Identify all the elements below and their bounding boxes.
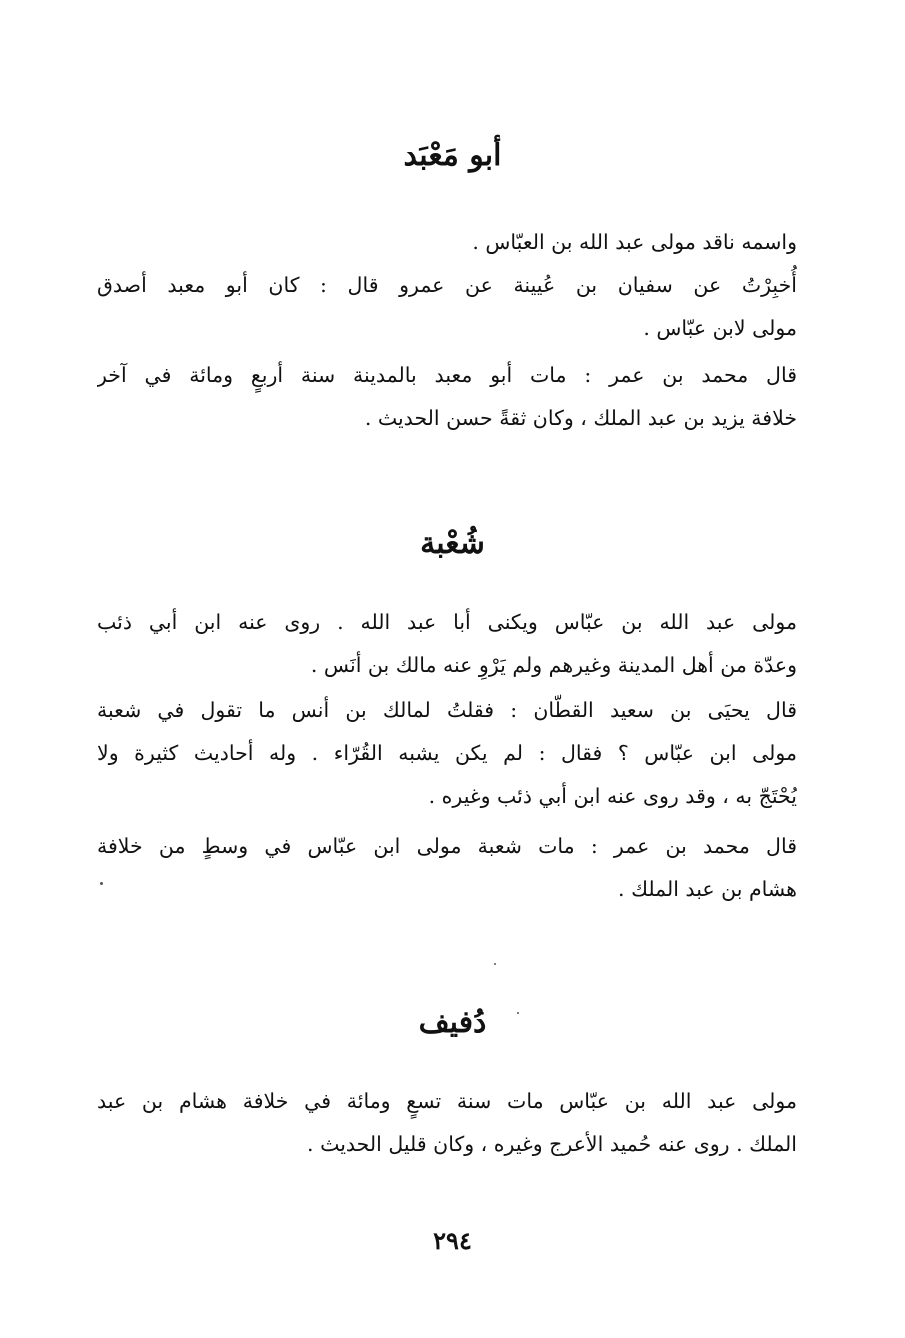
text-line: مولى عبد الله بن عبّاس ويكنى أبا عبد الله . روى عنه ابن أبي ذئب: [97, 610, 797, 634]
text-line: مولى لابن عبّاس .: [643, 316, 797, 340]
text-line: هشام بن عبد الملك .: [618, 877, 797, 901]
section-title-dufayf: دُفيف: [418, 1005, 487, 1040]
text-line: الملك . روى عنه حُميد الأعرج وغيره ، وكان قليل الحديث .: [307, 1132, 797, 1156]
paragraph: [97, 1080, 797, 1166]
scan-speck: [494, 963, 496, 965]
text-line: مولى عبد الله بن عبّاس مات سنة تسعٍ ومائة في خلافة هشام بن عبد: [97, 1089, 797, 1113]
text-line: خلافة يزيد بن عبد الملك ، وكان ثقةً حسن الحديث .: [364, 406, 797, 430]
text-line: قال محمد بن عمر : مات شعبة مولى ابن عبّاس في وسطٍ من خلافة: [97, 834, 797, 858]
text-line: يُحْتَجّ به ، وقد روى عنه ابن أبي ذئب وغيره .: [428, 784, 797, 808]
page-number: ٢٩٤: [433, 1226, 472, 1255]
paragraph: [97, 601, 797, 687]
text-line: قال يحيَى بن سعيد القطّان : فقلتُ لمالك بن أنس ما تقول في شعبة: [97, 698, 797, 722]
text-line: قال محمد بن عمر : مات أبو معبد بالمدينة سنة أربعٍ ومائة في آخر: [97, 363, 797, 387]
paragraph: [97, 264, 797, 350]
paragraph: [97, 825, 797, 911]
text-line: مولى ابن عبّاس ؟ فقال : لم يكن يشبه القُرّاء . وله أحاديث كثيرة ولا: [97, 741, 797, 765]
text-line: واسمه ناقد مولى عبد الله بن العبّاس .: [472, 230, 797, 254]
paragraph: [97, 354, 797, 440]
section-title-abu-mabad: أبو مَعْبَد: [403, 138, 502, 173]
text-line: وعدّة من أهل المدينة وغيرهم ولم يَرْوِ عنه مالك بن أنَس .: [310, 653, 797, 677]
scan-speck: [100, 882, 103, 885]
section-title-shuba: شُعْبة: [420, 526, 485, 561]
scan-speck: [517, 1012, 519, 1014]
text-line: أُخبِرْتُ عن سفيان بن عُيينة عن عمرو قال : كان أبو معبد أصدق: [97, 273, 797, 297]
paragraph: [97, 221, 797, 264]
paragraph: [97, 689, 797, 818]
